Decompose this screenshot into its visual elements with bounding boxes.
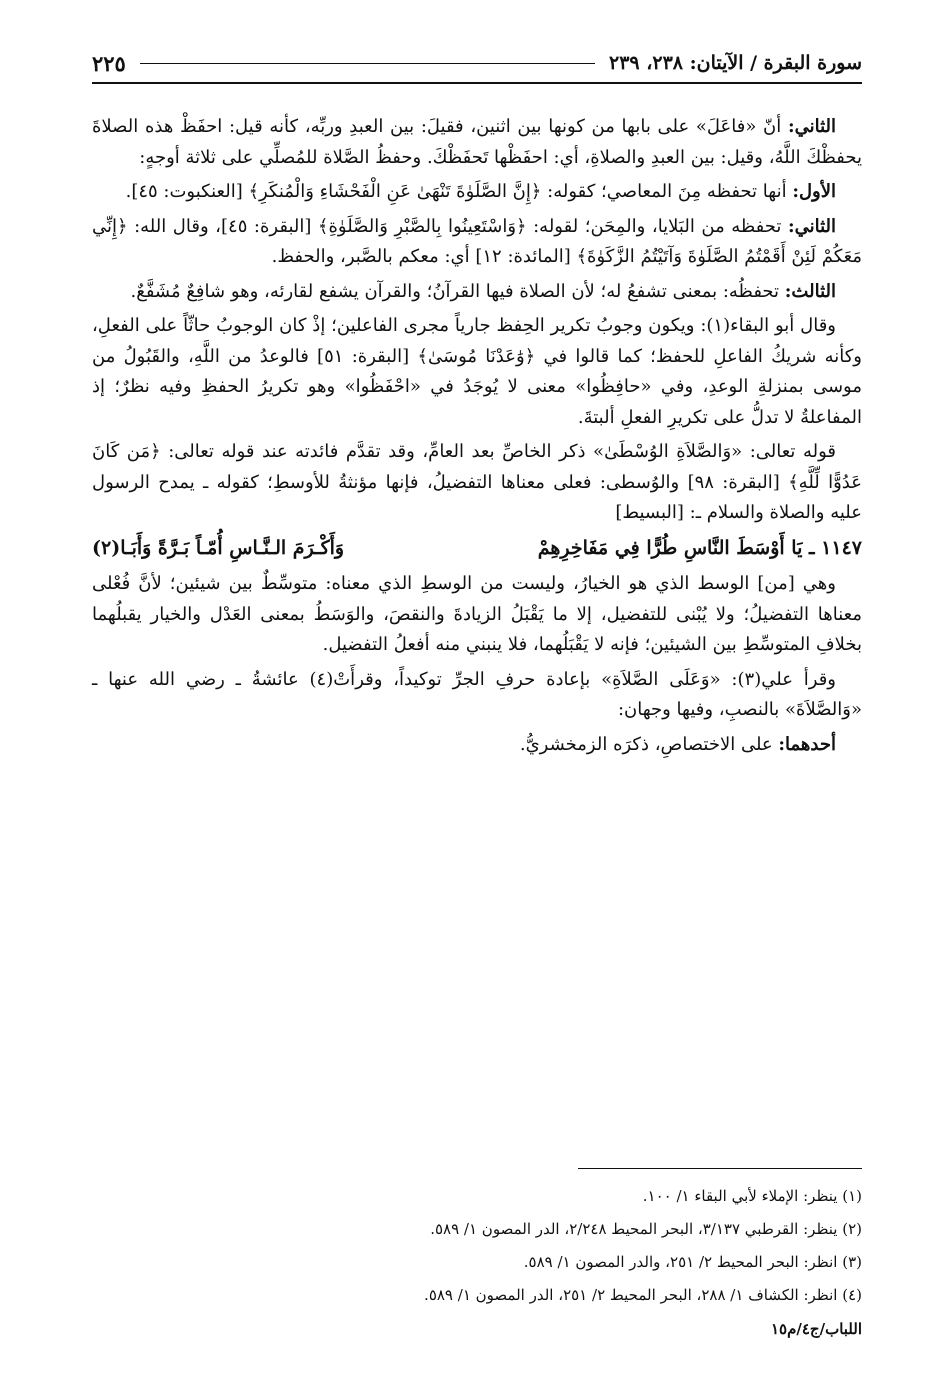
paragraph-text: قوله تعالى: «وَالصَّلاَةِ الوُسْطَىٰ» ذكر الخاصِّ بعد العامِّ، وقد تقدَّم فائدته عند قوله تعالى: ﴿مَن كَانَ عَدُوًّا لِّلَّهِ﴾ [البقرة: ٩٨] والوُسطى: فعلى معناها التفضيلُ، فإنها مؤنثةُ للأوسطِ؛ كقوله ـ يمدح الرسول عليه والصلاة والسلام ـ: [البسيط]	[92, 441, 862, 523]
paragraph-abu-albaqa	[92, 311, 862, 433]
paragraph-text: تحفظُه: بمعنى تشفعُ له؛ لأن الصلاة فيها القرآنُ؛ والقرآن يشفع لقارئه، وهو شافِعٌ مُشَفَّعٌ.	[130, 280, 785, 302]
footnote-item: (٤) انظر: الكشاف ١/ ٢٨٨، البحر المحيط ٢/ ٢٥١، الدر المصون ١/ ٥٨٩.	[424, 1286, 862, 1304]
paragraph-first-view	[92, 730, 862, 761]
paragraph-text: على الاختصاصِ، ذكرَه الزمخشريُّ.	[519, 733, 779, 755]
paragraph-lead: الثاني:	[787, 116, 837, 137]
footnote-item: (٣) انظر: البحر المحيط ٢/ ٢٥١، والدر المصون ١/ ٥٨٩.	[523, 1253, 862, 1271]
paragraph-meaning-explanation	[92, 569, 862, 661]
paragraph-second-aspect	[92, 212, 862, 273]
page-number: ٢٢٥	[92, 50, 126, 76]
footnote-item: (١) ينظر: الإملاء لأبي البقاء ١/ ١٠٠.	[642, 1187, 862, 1205]
paragraph-third-aspect	[92, 277, 862, 308]
header-rule	[140, 63, 595, 64]
header-title: سورة البقرة / الآيتان: ٢٣٨، ٢٣٩	[608, 52, 862, 74]
paragraph-second-meaning	[92, 112, 862, 173]
paragraph-text: وقال أبو البقاء(١): ويكون وجوبُ تكرير الحِفظ جارياً مجرى الفاعلين؛ إذْ كان الوجوبُ حاثّاً على الفعلِ، وكأنه شريكُ الفاعلِ للحفظ؛ كما قالوا في ﴿وَٰعَدْنَا مُوسَىٰ﴾ [البقرة: ٥١] فالوعدُ من اللَّهِ، والقَبُولُ من موسى بمنزلةِ الوعدِ، وفي «حافِظُوا» معنى لا يُوجَدُ في «احْفَظُوا» وهو تكريرُ الحفظِ وفيه نظرٌ؛ إذ المفاعلةُ لا تدلُّ على تكريرِ الفعلِ ألبتةَ.	[92, 315, 862, 428]
paragraph-text: تحفظه من البَلايا، والمِحَن؛ لقوله: ﴿وَاسْتَعِينُوا بِالصَّبْرِ وَالصَّلَوٰةِ﴾ [البقرة: ٤٥]، وقال الله: ﴿إِنِّي مَعَكُمْ لَئِنْ أَقَمْتُمُ الصَّلَوٰةَ وَآتَيْتُمُ الزَّكَوٰةَ﴾ [المائدة: ١٢] أي: معكم بالصَّبر، والحفظ.	[92, 215, 862, 267]
paragraph-wusta	[92, 437, 862, 529]
footnote-item: (٢) ينظر: القرطبي ٣/١٣٧، البحر المحيط ٢/٢٤٨، الدر المصون ١/ ٥٨٩.	[430, 1220, 862, 1238]
printer-signature: اللباب/ج٤/م١٥	[770, 1320, 862, 1338]
paragraph-text: وقرأ علي(٣): «وَعَلَى الصَّلاَةِ» بإعادة حرفِ الجرِّ توكيداً، وقرأَتْ(٤) عائشةُ ـ رضي الله عنها ـ «وَالصَّلاَةَ» بالنصبِ، وفيها وجهان:	[92, 668, 862, 720]
running-header	[92, 44, 862, 84]
paragraph-lead: الثالث:	[784, 280, 836, 302]
main-text	[92, 112, 862, 764]
paragraph-text: وهي [من] الوسط الذي هو الخيارُ، وليست من الوسطِ الذي معناه: متوسِّطٌ بين شيئين؛ لأنَّ فُعْلى معناها التفضيلُ؛ ولا يُبْنى للتفضيل، إلا ما يَقْبَلُ الزيادةَ والنقصَ، والوَسَطُ بمعنى العَدْل والخيار يقبلُهما بخلافِ المتوسِّطِ بين الشيئين؛ فإنه لا يَقْبَلُهما، فلا ينبني منه أفعلُ التفضيل.	[92, 573, 862, 655]
verse-first-hemistich: ١١٤٧ ـ يَا أَوْسَطَ النَّاسِ طُرًّا فِي مَفَاخِرِهِمْ	[537, 536, 862, 559]
poetry-verse	[92, 533, 862, 564]
paragraph-lead: الثاني:	[787, 215, 837, 237]
footnote-separator	[578, 1168, 862, 1169]
paragraph-first-aspect	[92, 177, 862, 208]
verse-second-hemistich: وَأَكْـرَمَ الـنَّـاسِ أُمّـاً بَـرَّةً وَأَبَـا(٢)	[92, 536, 345, 559]
paragraph-lead: أحدهما:	[778, 733, 836, 755]
paragraph-readings	[92, 665, 862, 726]
paragraph-lead: الأول:	[792, 181, 836, 202]
footnotes	[92, 1180, 862, 1312]
paragraph-text: أنها تحفظه مِنَ المعاصي؛ كقوله: ﴿إِنَّ الصَّلَوٰةَ تَنْهَىٰ عَنِ الْفَحْشَاءِ وَالْمُنكَرِ﴾ [العنكبوت: ٤٥].	[125, 181, 793, 202]
paragraph-text: أنّ «فاعَلَ» على بابها من كونها بين اثنين، فقيلَ: بين العبدِ وربِّه، كأنه قيل: احفَظْ هذه الصلاةَ يحفظْكَ اللَّهُ، وقيل: بين العبدِ والصلاةِ، أي: احفَظْها تَحفَظْكَ. وحفظُ الصَّلاة للمُصلِّي على ثلاثة أوجهٍ:	[92, 116, 862, 168]
